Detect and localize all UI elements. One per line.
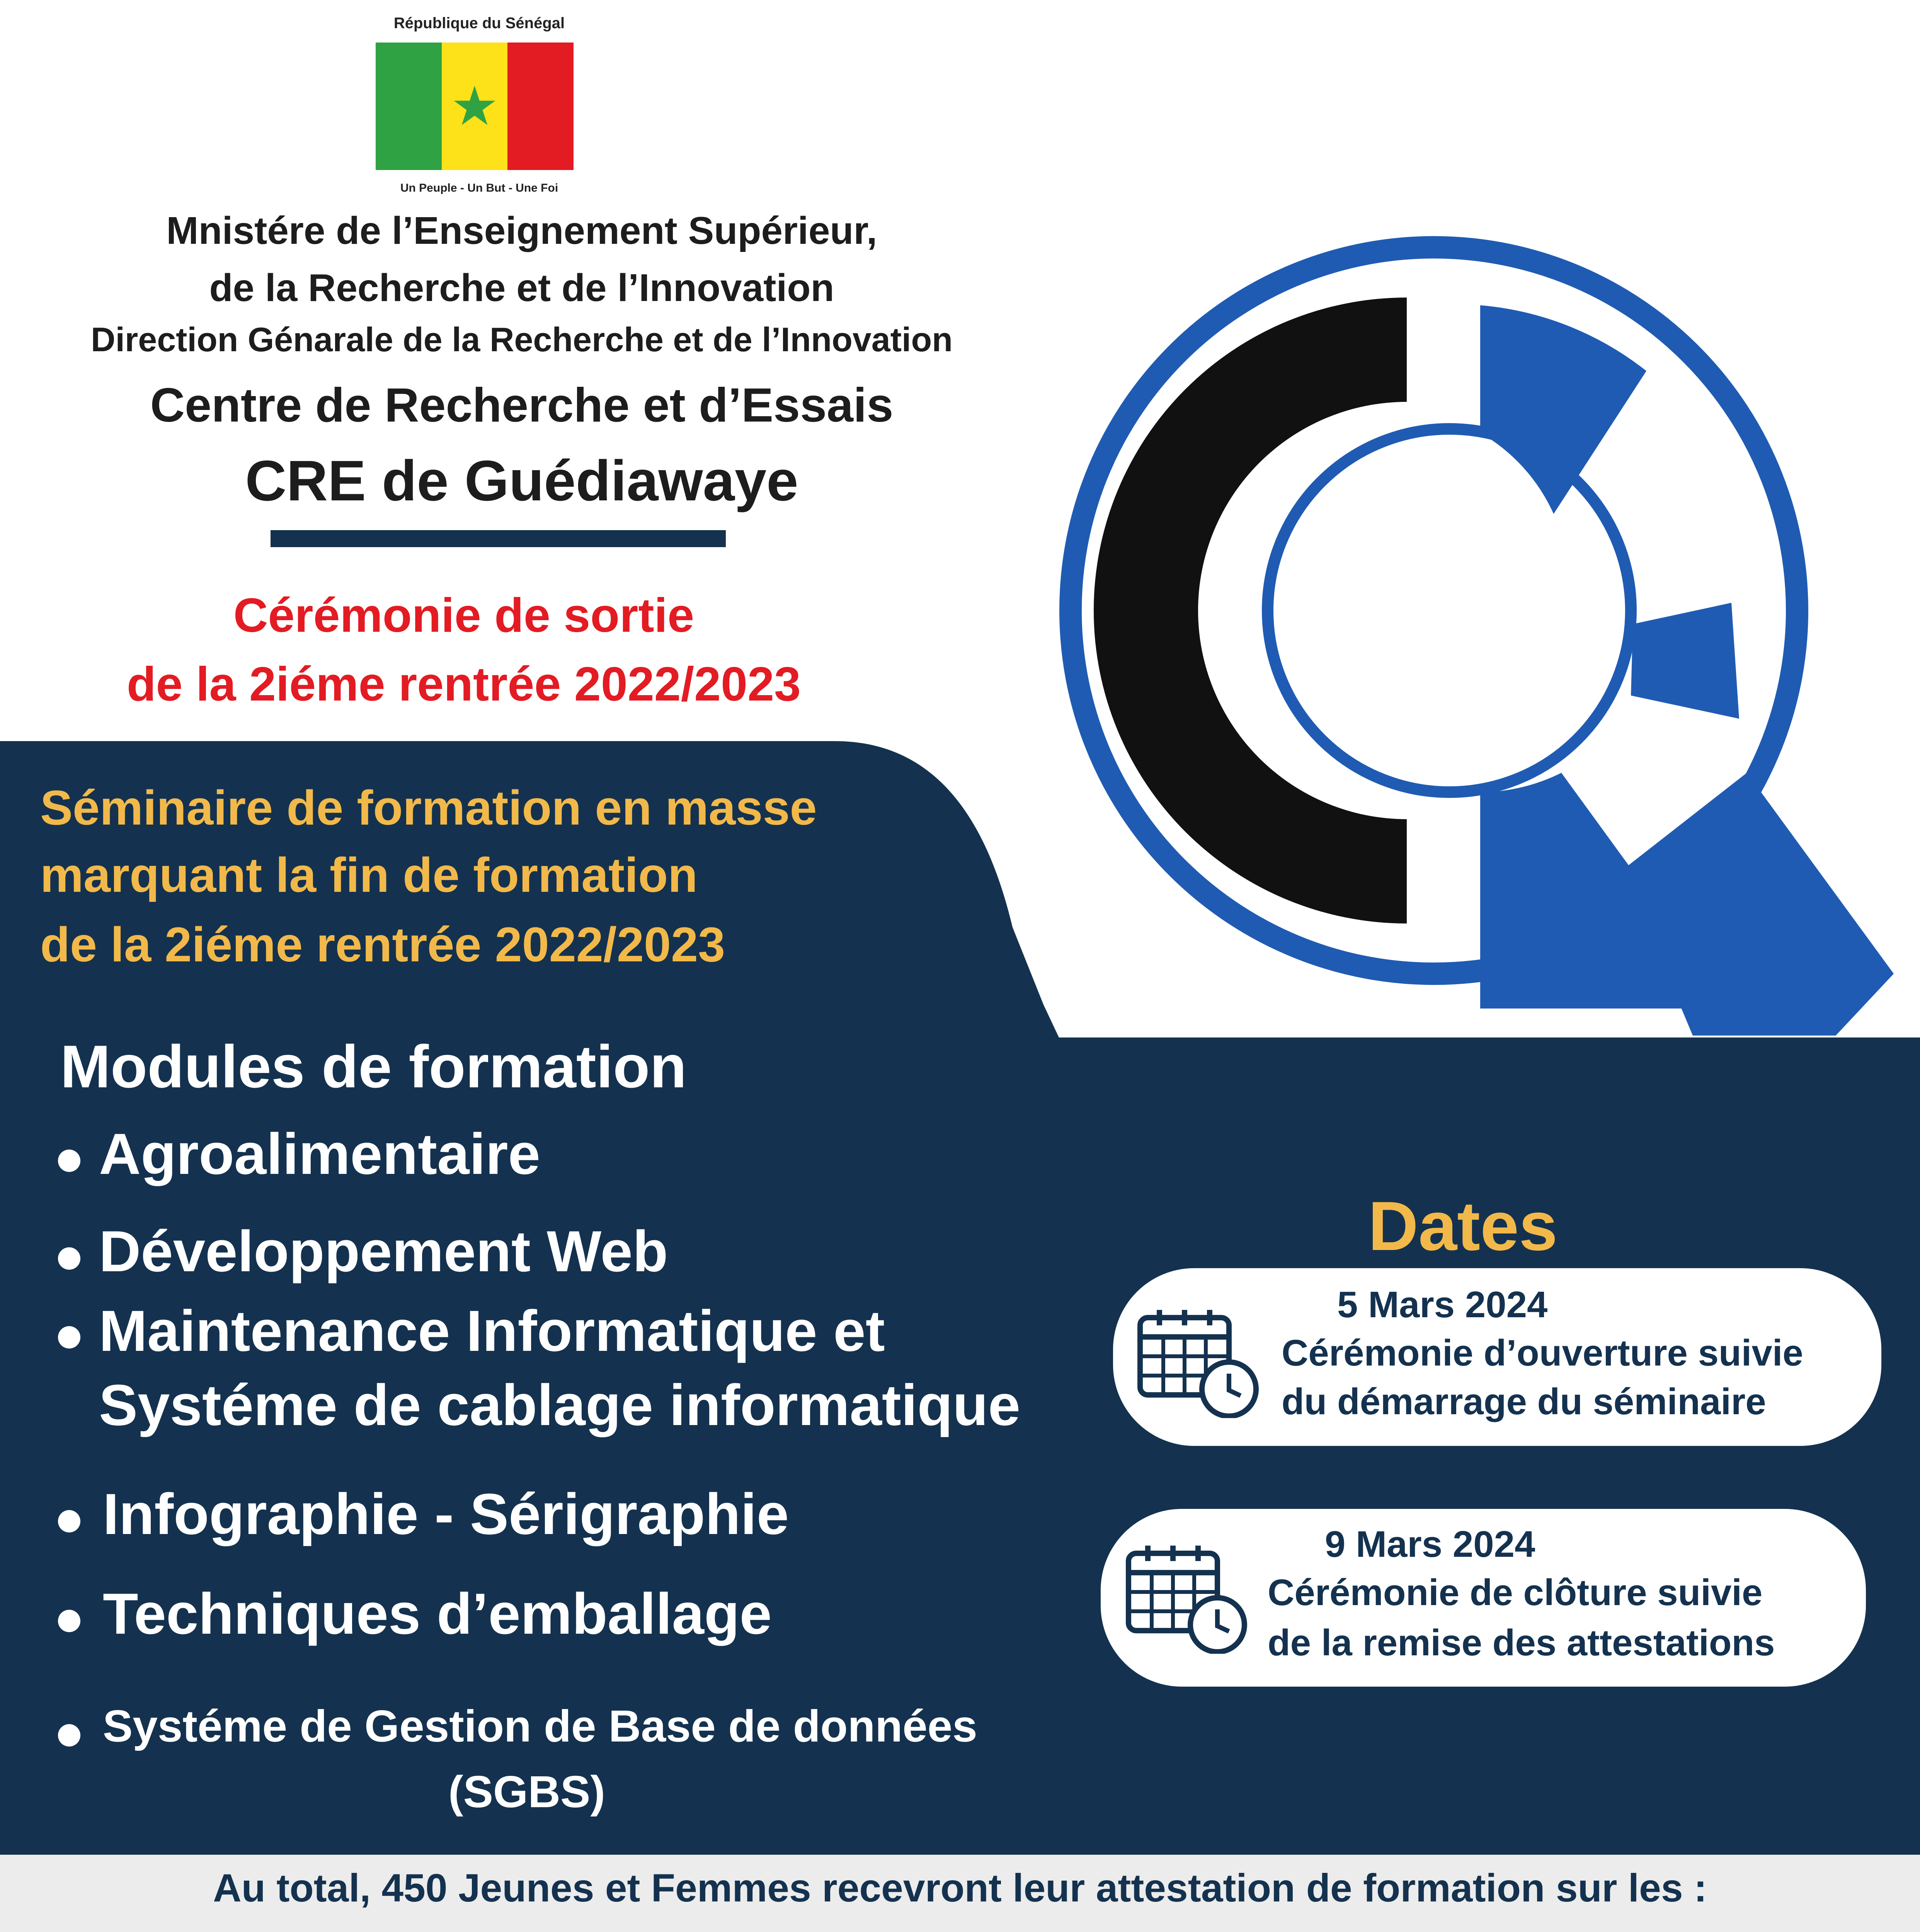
event-line-2: de la remise des attestations — [1268, 1622, 1775, 1663]
summary-text: Au total, 450 Jeunes et Femmes recevront leur attestation de formation sur les : — [213, 1866, 1707, 1910]
bullet-icon — [58, 1150, 80, 1172]
header-divider — [271, 530, 726, 547]
calendar-clock-icon — [1125, 1542, 1248, 1654]
event-line-1: Cérémonie d’ouverture suivie — [1282, 1332, 1803, 1374]
seminar-line-2: marquant la fin de formation — [40, 848, 698, 902]
module-item: Systéme de Gestion de Base de données — [103, 1701, 977, 1751]
star-icon: ★ — [450, 76, 499, 136]
cre-name: CRE de Guédiawaye — [245, 449, 798, 513]
seminar-line-1: Séminaire de formation en masse — [40, 781, 817, 835]
module-item-continued: Systéme de cablage informatique — [99, 1372, 1021, 1437]
modules-title: Modules de formation — [60, 1033, 687, 1100]
event-date: 5 Mars 2024 — [1337, 1284, 1548, 1325]
module-item: Techniques d’emballage — [103, 1581, 772, 1646]
republic-label: République du Sénégal — [393, 15, 565, 32]
ceremony-title-line-1: Cérémonie de sortie — [233, 589, 694, 642]
senegal-flag — [376, 43, 574, 170]
event-date: 9 Mars 2024 — [1325, 1524, 1535, 1565]
motto: Un Peuple - Un But - Une Foi — [400, 182, 558, 194]
ministry-line-1: Mnistére de l’Enseignement Supérieur, — [166, 209, 877, 252]
event-line-1: Cérémonie de clôture suivie — [1268, 1572, 1763, 1613]
module-item: Développement Web — [99, 1219, 668, 1284]
ministry-line-2: de la Recherche et de l’Innovation — [209, 266, 834, 310]
module-item-continued: (SGBS) — [448, 1767, 605, 1817]
bullet-icon — [58, 1326, 80, 1349]
seminar-line-3: de la 2iéme rentrée 2022/2023 — [40, 917, 725, 972]
bullet-icon — [58, 1510, 80, 1532]
ceremony-title-line-2: de la 2iéme rentrée 2022/2023 — [126, 658, 801, 711]
bullet-icon — [58, 1724, 80, 1747]
bullet-icon — [58, 1247, 80, 1270]
module-item: Agroalimentaire — [99, 1121, 540, 1186]
calendar-clock-icon — [1136, 1306, 1260, 1418]
module-item: Maintenance Informatique et — [99, 1298, 885, 1363]
module-item: Infographie - Sérigraphie — [103, 1481, 789, 1546]
event-line-2: du démarrage du séminaire — [1282, 1381, 1766, 1422]
bullet-icon — [58, 1610, 80, 1632]
direction-name: Direction Génarale de la Recherche et de l’Innovation — [91, 320, 953, 359]
dates-title: Dates — [1368, 1187, 1558, 1265]
cre-logo — [1071, 247, 1894, 1036]
centre-name: Centre de Recherche et d’Essais — [150, 379, 894, 432]
